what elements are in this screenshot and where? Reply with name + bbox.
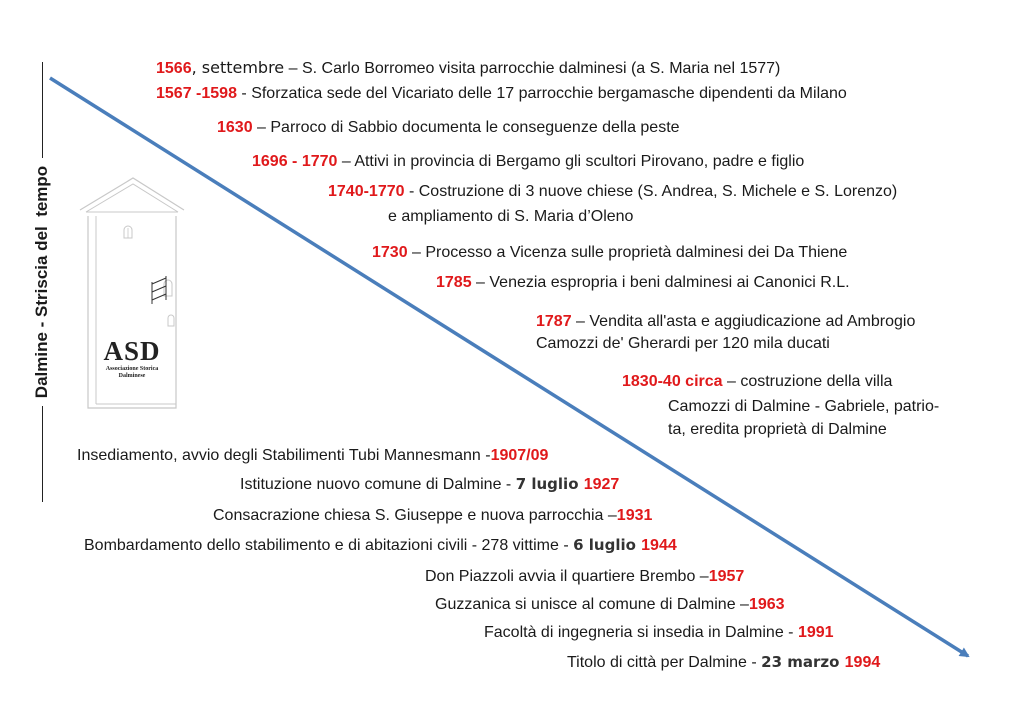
event-date: , settembre [191, 58, 285, 77]
event-year: 1931 [616, 507, 653, 524]
logo-subtitle-line2: Dalminese [118, 373, 146, 379]
side-title [32, 62, 52, 502]
event-year: 1785 [436, 274, 472, 291]
event-year: 1740-1770 [328, 183, 405, 200]
event-1931 [213, 506, 652, 526]
event-date: 6 luglio [573, 536, 642, 554]
event-year: 1957 [708, 568, 745, 585]
logo-abbr: ASD [103, 336, 161, 366]
event-text: – Processo a Vicenza sulle proprietà dalminesi dei Da Thiene [407, 244, 848, 261]
event-year: 1991 [797, 624, 834, 641]
event-1787 [536, 312, 915, 332]
event-1696 [252, 152, 804, 172]
event-1830-line2 [668, 397, 939, 417]
event-1927 [240, 474, 619, 495]
event-year: 1994 [844, 654, 881, 671]
event-text: Don Piazzoli avvia il quartiere Brembo – [425, 568, 709, 585]
side-title-rule-left [42, 406, 43, 502]
event-text: – Parroco di Sabbio documenta le conseguenze della peste [252, 119, 680, 136]
event-date: 23 marzo [761, 653, 845, 671]
event-text: – Vendita all'asta e aggiudicazione ad Ambrogio [571, 313, 916, 330]
event-text: Insediamento, avvio degli Stabilimenti Tubi Mannesmann - [77, 447, 491, 464]
event-text: Camozzi de' Gherardi per 120 mila ducati [536, 335, 830, 352]
event-year: 1696 - 1770 [252, 153, 338, 170]
event-text: – S. Carlo Borromeo visita parrocchie dalminesi (a S. Maria nel 1577) [284, 60, 781, 77]
event-text: Facoltà di ingegneria si insedia in Dalmine - [484, 624, 798, 641]
event-text: Camozzi di Dalmine - Gabriele, patrio- [668, 398, 940, 415]
event-text: Bombardamento dello stabilimento e di abitazioni civili - 278 vittime - [84, 537, 574, 554]
event-text: ta, eredita proprietà di Dalmine [668, 421, 887, 438]
event-text: e ampliamento di S. Maria d’Oleno [388, 208, 634, 225]
side-title-rule-right [42, 62, 43, 158]
event-text: – Attivi in provincia di Bergamo gli scultori Pirovano, padre e figlio [337, 153, 805, 170]
event-1963 [435, 595, 785, 615]
event-year: 1566 [156, 60, 192, 77]
event-year: 1927 [583, 476, 620, 493]
event-1907 [77, 446, 548, 466]
event-date: 7 luglio [515, 475, 584, 493]
event-1785 [436, 273, 850, 293]
event-1630 [217, 118, 680, 138]
logo-subtitle-line1: Associazione Storica [105, 366, 159, 372]
event-1830 [622, 372, 892, 392]
event-year: 1907/09 [490, 447, 549, 464]
event-1957 [425, 567, 744, 587]
event-1567 [156, 84, 847, 104]
event-year: 1963 [748, 596, 785, 613]
event-1994 [567, 652, 880, 673]
event-1740-line2 [388, 207, 633, 227]
side-title-text: Dalmine - Striscia del tempo [32, 165, 51, 399]
event-text: – costruzione della villa [722, 373, 893, 390]
event-text: Guzzanica si unisce al comune di Dalmine – [435, 596, 749, 613]
event-1730 [372, 243, 847, 263]
event-1740 [328, 182, 897, 202]
event-1991 [484, 623, 834, 643]
event-text: Titolo di città per Dalmine - [567, 654, 762, 671]
event-text: – Venezia espropria i beni dalminesi ai Canonici R.L. [471, 274, 850, 291]
event-year: 1567 -1598 [156, 85, 237, 102]
event-text: - Costruzione di 3 nuove chiese (S. Andrea, S. Michele e S. Lorenzo) [404, 183, 898, 200]
event-year: 1787 [536, 313, 572, 330]
logo-subtitle [78, 366, 186, 380]
event-text: - Sforzatica sede del Vicariato delle 17 parrocchie bergamasche dipendenti da Milano [236, 85, 847, 102]
event-1787-line2 [536, 334, 830, 354]
event-year: 1730 [372, 244, 408, 261]
event-year: 1944 [641, 537, 677, 554]
event-text: Istituzione nuovo comune di Dalmine - [240, 476, 516, 493]
event-1566 [156, 58, 780, 79]
event-year: 1830-40 circa [622, 373, 723, 390]
event-text: Consacrazione chiesa S. Giuseppe e nuova parrocchia – [213, 507, 617, 524]
event-1830-line3 [668, 420, 887, 440]
event-year: 1630 [217, 119, 253, 136]
event-1944 [84, 535, 677, 556]
